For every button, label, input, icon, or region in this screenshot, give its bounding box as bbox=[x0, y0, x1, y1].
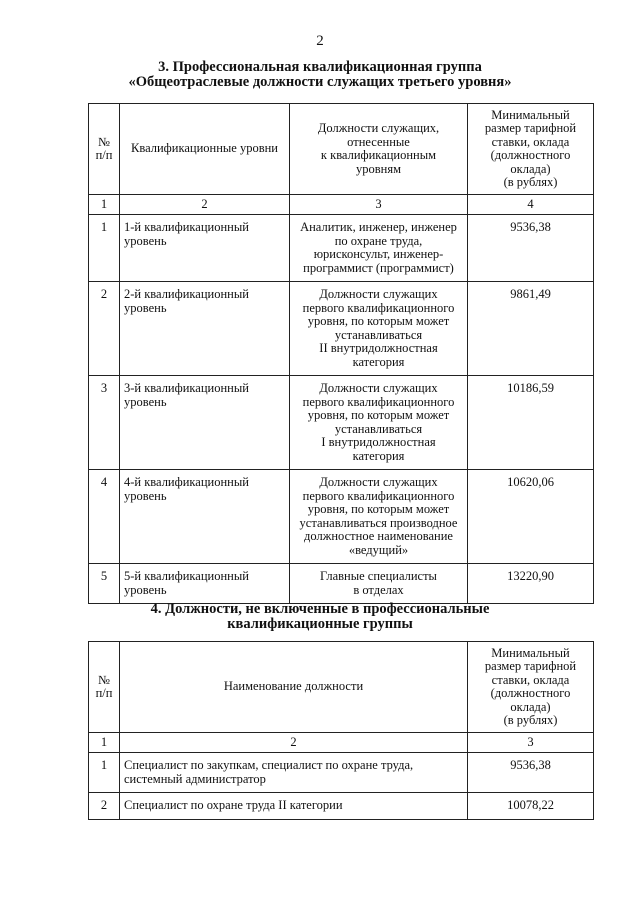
section-4-title bbox=[0, 602, 640, 632]
qualification-level: 2-й квалификационный уровень bbox=[120, 282, 290, 376]
other-positions-table bbox=[88, 641, 594, 820]
positions-list: Должности служащих первого квалификационного уровня, по которым может устанавливаться II внутридолжностная категория bbox=[290, 282, 468, 376]
qualification-level: 5-й квалификационный уровень bbox=[120, 564, 290, 604]
table-header-row bbox=[89, 642, 594, 733]
position-name: Специалист по закупкам, специалист по охране труда, системный администратор bbox=[120, 753, 468, 793]
column-number: 4 bbox=[468, 195, 594, 215]
header-number: № п/п bbox=[89, 104, 120, 195]
row-number: 3 bbox=[89, 376, 120, 470]
section-4-title-line: 4. Должности, не включенные в профессиональные bbox=[150, 601, 490, 617]
header-salary: Минимальный размер тарифной ставки, оклада (должностного оклада) (в рублях) bbox=[468, 104, 594, 195]
positions-list: Аналитик, инженер, инженер по охране труда, юрисконсульт, инженер- программист (программист) bbox=[290, 215, 468, 282]
column-number: 3 bbox=[290, 195, 468, 215]
row-number: 4 bbox=[89, 470, 120, 564]
section-3-title bbox=[0, 60, 640, 90]
header-number: № п/п bbox=[89, 642, 120, 733]
section-3-title-line: «Общеотраслевые должности служащих третьего уровня» bbox=[128, 74, 512, 90]
section-4-title-line: квалификационные группы bbox=[227, 616, 413, 632]
table-row bbox=[89, 564, 594, 604]
qualification-group-table bbox=[88, 103, 594, 604]
row-number: 1 bbox=[89, 753, 120, 793]
qualification-level: 4-й квалификационный уровень bbox=[120, 470, 290, 564]
qualification-level: 3-й квалификационный уровень bbox=[120, 376, 290, 470]
column-numbering-row bbox=[89, 195, 594, 215]
column-numbering-row bbox=[89, 733, 594, 753]
positions-list: Должности служащих первого квалификационного уровня, по которым может устанавливаться производное должностное наименование «ведущий» bbox=[290, 470, 468, 564]
row-number: 5 bbox=[89, 564, 120, 604]
column-number: 1 bbox=[89, 195, 120, 215]
column-number: 3 bbox=[468, 733, 594, 753]
position-name: Специалист по охране труда II категории bbox=[120, 793, 468, 820]
section-3-title-line: 3. Профессиональная квалификационная группа bbox=[158, 59, 482, 75]
salary-value: 10186,59 bbox=[468, 376, 594, 470]
salary-value: 10620,06 bbox=[468, 470, 594, 564]
table-row bbox=[89, 282, 594, 376]
salary-value: 10078,22 bbox=[468, 793, 594, 820]
row-number: 2 bbox=[89, 793, 120, 820]
salary-value: 13220,90 bbox=[468, 564, 594, 604]
salary-value: 9536,38 bbox=[468, 753, 594, 793]
table-row bbox=[89, 376, 594, 470]
column-number: 2 bbox=[120, 733, 468, 753]
header-salary: Минимальный размер тарифной ставки, оклада (должностного оклада) (в рублях) bbox=[468, 642, 594, 733]
row-number: 1 bbox=[89, 215, 120, 282]
table-header-row bbox=[89, 104, 594, 195]
table-row bbox=[89, 215, 594, 282]
salary-value: 9536,38 bbox=[468, 215, 594, 282]
table-row bbox=[89, 793, 594, 820]
header-position-name: Наименование должности bbox=[120, 642, 468, 733]
qualification-level: 1-й квалификационный уровень bbox=[120, 215, 290, 282]
row-number: 2 bbox=[89, 282, 120, 376]
positions-list: Должности служащих первого квалификационного уровня, по которым может устанавливаться I внутридолжностная категория bbox=[290, 376, 468, 470]
page-number: 2 bbox=[316, 33, 324, 49]
header-levels: Квалификационные уровни bbox=[120, 104, 290, 195]
column-number: 2 bbox=[120, 195, 290, 215]
positions-list: Главные специалисты в отделах bbox=[290, 564, 468, 604]
column-number: 1 bbox=[89, 733, 120, 753]
table-row bbox=[89, 753, 594, 793]
header-positions: Должности служащих, отнесенные к квалификационным уровням bbox=[290, 104, 468, 195]
table-row bbox=[89, 470, 594, 564]
salary-value: 9861,49 bbox=[468, 282, 594, 376]
